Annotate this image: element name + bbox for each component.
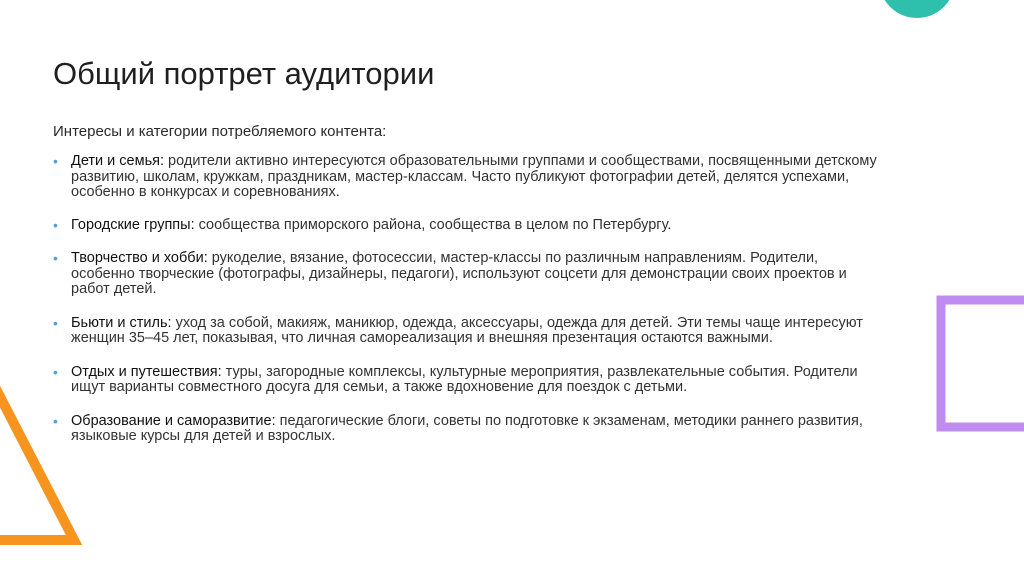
- list-item-beauty-style: [53, 316, 883, 347]
- bullet-text: родители активно интересуются образовательными группами и сообществами, посвященными детскому развитию, школам, кружкам, праздникам, мастер-классам. Часто публикуют фотографии детей, делятся успехами, особенно в конкурсах и соревнованиях.: [71, 153, 877, 200]
- bullet-heading: Городские группы:: [71, 216, 195, 233]
- bullet-heading: Отдых и путешествия:: [71, 363, 222, 380]
- bullet-heading: Дети и семья:: [71, 153, 165, 169]
- bullet-text: педагогические блоги, советы по подготовке к экзаменам, методики раннего развития, языковые курсы для детей и взрослых.: [71, 412, 863, 444]
- bullet-heading: Бьюти и стиль:: [71, 314, 172, 331]
- teal-circle-decoration: [879, 0, 955, 18]
- bullet-text: рукоделие, вязание, фотосессии, мастер-классы по различным направлениям. Родители, особенно творческие (фотографы, дизайнеры, педагоги), используют соцсети для демонстрации своих проектов и работ детей.: [71, 250, 847, 297]
- bullet-icon: •: [53, 363, 58, 380]
- page-title: Общий портрет аудитории: [53, 56, 435, 91]
- list-item-children-family: [53, 154, 883, 201]
- interests-list: [53, 154, 883, 445]
- list-item-creativity-hobby: [53, 251, 883, 298]
- bullet-icon: •: [53, 314, 58, 331]
- purple-frame-decoration: [941, 300, 1024, 427]
- bullet-text: сообщества приморского района, сообщества в целом по Петербургу.: [194, 216, 672, 233]
- list-item-travel-leisure: [53, 365, 883, 396]
- bullet-icon: •: [53, 412, 58, 429]
- section-subtitle: Интересы и категории потребляемого контента:: [53, 123, 387, 140]
- bullet-icon: •: [53, 153, 58, 169]
- list-item-city-groups: [53, 218, 883, 234]
- list-item-education: [53, 414, 883, 445]
- bullet-heading: Творчество и хобби:: [71, 250, 208, 266]
- bullet-text: уход за собой, макияж, маникюр, одежда, аксессуары, одежда для детей. Эти темы чаще интересуют женщин 35–45 лет, показывая, что личная самореализация и внешняя презентация остаются важными.: [71, 314, 863, 346]
- bullet-heading: Образование и саморазвитие:: [71, 412, 276, 429]
- bullet-icon: •: [53, 216, 58, 233]
- bullet-icon: •: [53, 250, 58, 266]
- bullet-text: туры, загородные комплексы, культурные мероприятия, развлекательные события. Родители ищут варианты совместного досуга для семьи, а также вдохновение для поездок с детьми.: [71, 363, 858, 395]
